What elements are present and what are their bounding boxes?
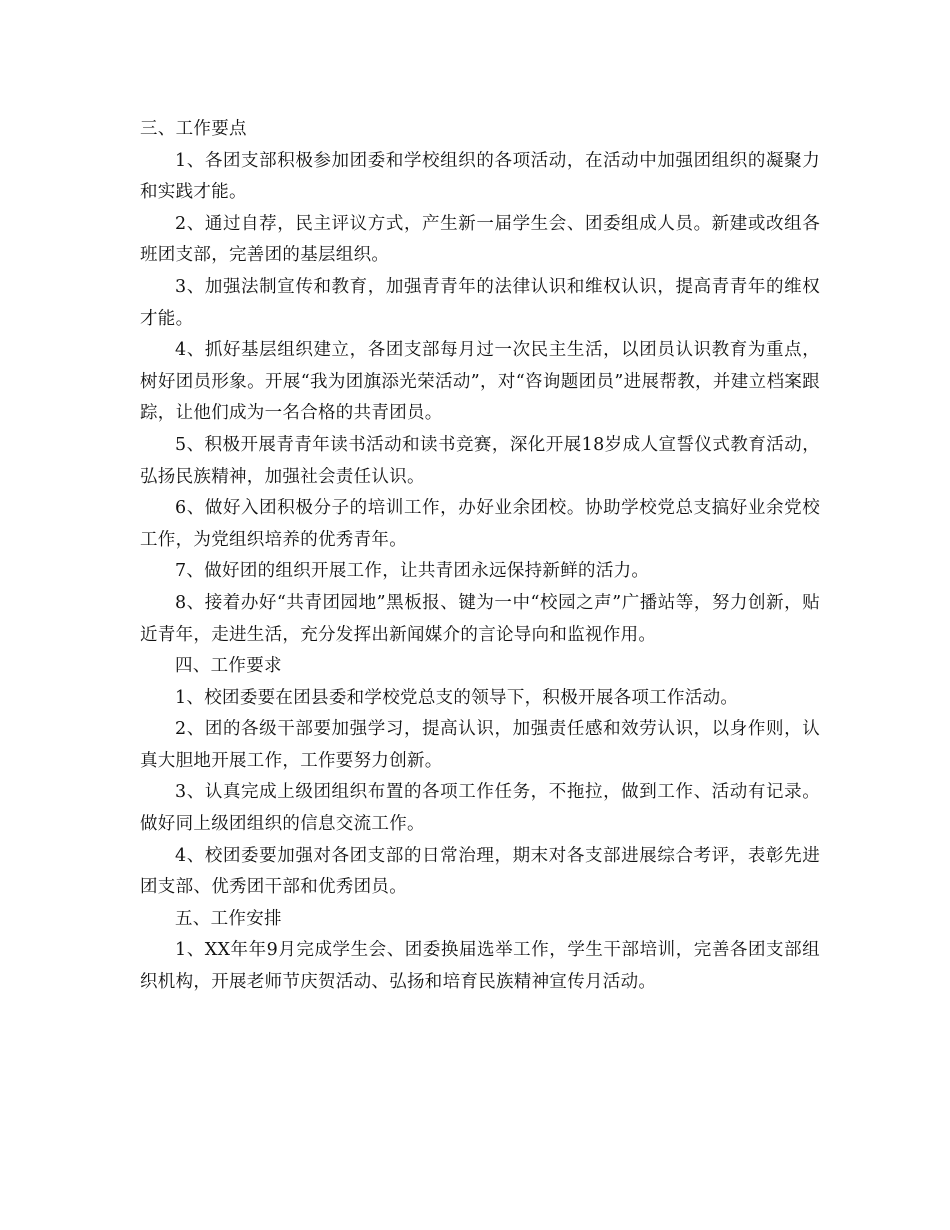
document-body (140, 114, 820, 999)
paragraph-schedule-1: 1、XX年年9月完成学生会、团委换届选举工作，学生干部培训，完善各团支部组织机构，开展老师节庆贺活动、弘扬和培育民族精神宣传月活动。 (140, 940, 820, 993)
paragraph-point-1: 1、各团支部积极参加团委和学校组织的各项活动，在活动中加强团组织的凝聚力和实践才能。 (140, 150, 820, 203)
paragraph-requirement-3: 3、认真完成上级团组织布置的各项工作任务，不拖拉，做到工作、活动有记录。做好同上级团组织的信息交流工作。 (140, 782, 820, 835)
section-heading-work-requirements: 四、工作要求 (175, 656, 282, 677)
paragraph-requirement-1: 1、校团委要在团县委和学校党总支的领导下，积极开展各项工作活动。 (175, 687, 739, 708)
paragraph-point-7: 7、做好团的组织开展工作，让共青团永远保持新鲜的活力。 (175, 561, 650, 582)
paragraph-requirement-2: 2、团的各级干部要加强学习，提高认识，加强责任感和效劳认识，以身作则，认真大胆地开展工作，工作要努力创新。 (140, 719, 820, 771)
section-heading-work-points: 三、工作要点 (140, 119, 247, 139)
paragraph-point-4: 4、抓好基层组织建立，各团支部每月过一次民主生活，以团员认识教育为重点，树好团员形象。开展“我为团旗添光荣活动”，对“咨询题团员”进展帮教，并建立档案跟踪，让他们成为一名合格的共青团员。 (140, 340, 820, 424)
paragraph-point-8: 8、接着办好“共青团园地”黑板报、键为一中“校园之声”广播站等，努力创新，贴近青年，走进生活，充分发挥出新闻媒介的言论导向和监视作用。 (140, 592, 820, 645)
paragraph-requirement-4: 4、校团委要加强对各团支部的日常治理，期末对各支部进展综合考评，表彰先进团支部、优秀团干部和优秀团员。 (140, 845, 820, 898)
paragraph-point-5: 5、积极开展青青年读书活动和读书竞赛，深化开展18岁成人宣誓仪式教育活动，弘扬民族精神，加强社会责任认识。 (140, 434, 820, 487)
section-heading-work-schedule: 五、工作安排 (175, 908, 282, 929)
paragraph-point-6: 6、做好入团积极分子的培训工作，办好业余团校。协助学校党总支搞好业余党校工作，为党组织培养的优秀青年。 (140, 498, 820, 550)
paragraph-point-2: 2、通过自荐，民主评议方式，产生新一届学生会、团委组成人员。新建或改组各班团支部，完善团的基层组织。 (140, 213, 820, 266)
paragraph-point-3: 3、加强法制宣传和教育，加强青青年的法律认识和维权认识，提高青青年的维权才能。 (140, 276, 820, 329)
